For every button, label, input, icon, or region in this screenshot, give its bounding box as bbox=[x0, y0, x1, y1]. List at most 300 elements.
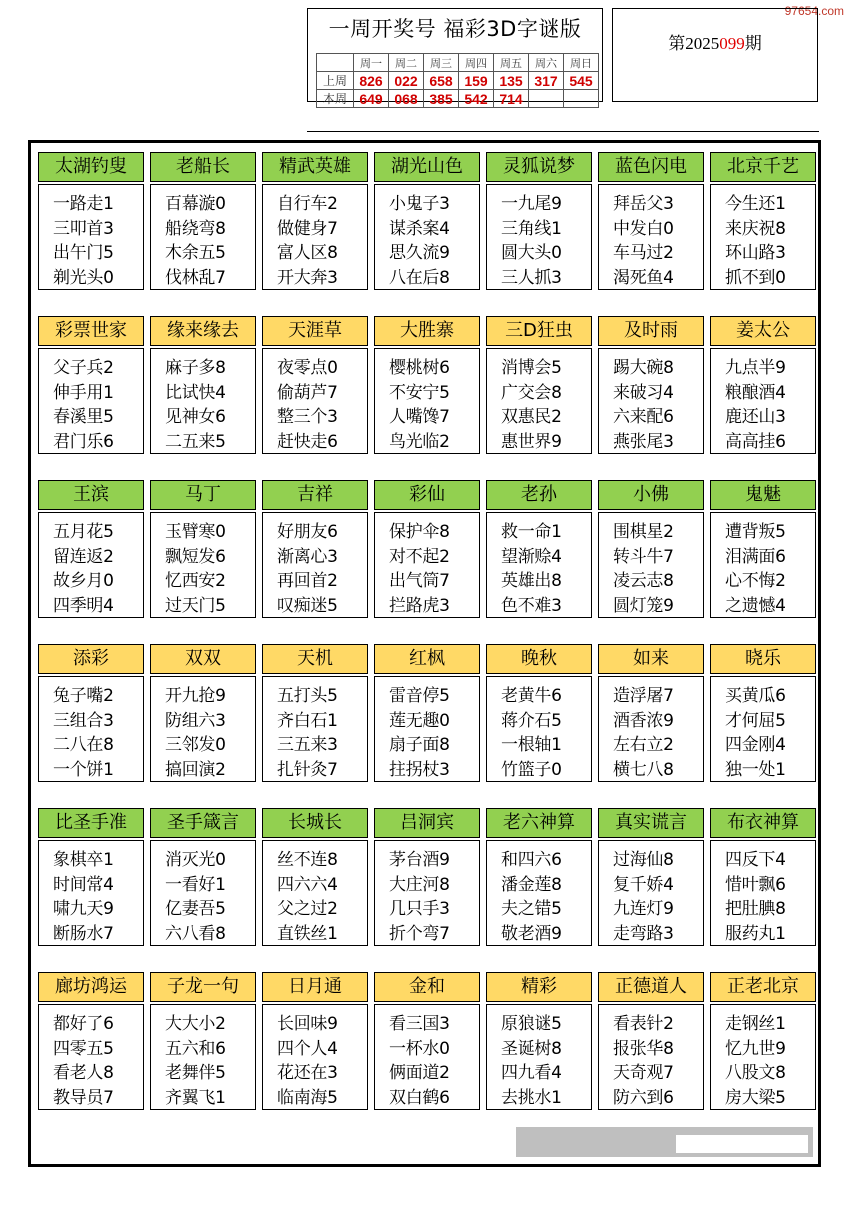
card-title: 吉祥 bbox=[262, 480, 368, 510]
card-body bbox=[262, 512, 368, 618]
riddle-line: 茅台酒9 bbox=[389, 850, 450, 870]
row-label: 上周 bbox=[317, 72, 354, 90]
card-title: 小佛 bbox=[598, 480, 704, 510]
riddle-line: 服药丸1 bbox=[725, 923, 786, 944]
riddle-line: 再回首2 bbox=[277, 571, 338, 591]
riddle-card bbox=[710, 316, 816, 454]
card-body bbox=[374, 512, 480, 618]
riddle-line: 中发白0 bbox=[613, 218, 674, 239]
riddle-line: 伸手用1 bbox=[53, 382, 114, 403]
card-title: 吕洞宾 bbox=[374, 808, 480, 838]
card-body bbox=[486, 512, 592, 618]
riddle-line: 一路走1 bbox=[53, 194, 114, 214]
riddle-line: 人嘴馋7 bbox=[389, 407, 450, 427]
riddle-card bbox=[38, 480, 144, 618]
table-row-last-week bbox=[317, 72, 599, 90]
card-title: 子龙一句 bbox=[150, 972, 256, 1002]
card-body bbox=[374, 840, 480, 946]
riddle-line: 思久流9 bbox=[389, 243, 450, 263]
riddle-line: 防组六3 bbox=[165, 710, 226, 731]
footer-blank bbox=[676, 1135, 808, 1153]
riddle-line: 四零五5 bbox=[53, 1038, 114, 1059]
riddle-line: 几只手3 bbox=[389, 899, 450, 919]
riddle-line: 走弯路3 bbox=[613, 923, 674, 944]
card-body bbox=[150, 676, 256, 782]
riddle-line: 来庆祝8 bbox=[725, 218, 786, 239]
riddle-line: 五打头5 bbox=[277, 686, 338, 706]
draw-number bbox=[529, 90, 564, 108]
riddle-card bbox=[374, 808, 480, 946]
draw-number: 658 bbox=[424, 72, 459, 90]
card-body bbox=[38, 348, 144, 454]
riddle-line: 开大奔3 bbox=[277, 267, 338, 288]
riddle-line: 三五来3 bbox=[277, 735, 338, 755]
riddle-line: 俩面道2 bbox=[389, 1063, 450, 1083]
card-title: 老六神算 bbox=[486, 808, 592, 838]
riddle-line: 惠世界9 bbox=[501, 431, 562, 452]
riddle-line: 圆大头0 bbox=[501, 243, 562, 263]
riddle-card bbox=[150, 644, 256, 782]
riddle-line: 比试快4 bbox=[165, 382, 226, 403]
card-title: 长城长 bbox=[262, 808, 368, 838]
riddle-line: 三邻发0 bbox=[165, 735, 226, 755]
riddle-line: 父子兵2 bbox=[53, 358, 114, 378]
riddle-line: 八在后8 bbox=[389, 267, 450, 288]
card-title: 廊坊鸿运 bbox=[38, 972, 144, 1002]
riddle-line: 竹篮子0 bbox=[501, 759, 562, 780]
card-title: 及时雨 bbox=[598, 316, 704, 346]
riddle-line: 大庄河8 bbox=[389, 874, 450, 895]
card-title: 湖光山色 bbox=[374, 152, 480, 182]
card-title: 大胜寨 bbox=[374, 316, 480, 346]
page-title: 一周开奖号 福彩3D字谜版 bbox=[328, 17, 582, 41]
riddle-line: 五六和6 bbox=[165, 1038, 226, 1059]
riddle-card bbox=[374, 480, 480, 618]
issue-prefix: 第2025 bbox=[668, 34, 720, 53]
riddle-line: 都好了6 bbox=[53, 1014, 114, 1034]
riddle-line: 见神女6 bbox=[165, 407, 226, 427]
riddle-line: 四反下4 bbox=[725, 850, 786, 870]
riddle-line: 防六到6 bbox=[613, 1087, 674, 1108]
riddle-line: 船绕弯8 bbox=[165, 218, 226, 239]
card-body bbox=[486, 184, 592, 290]
riddle-line: 敬老酒9 bbox=[501, 923, 562, 944]
card-body bbox=[710, 840, 816, 946]
card-title: 真实谎言 bbox=[598, 808, 704, 838]
riddle-line: 对不起2 bbox=[389, 546, 450, 567]
riddle-card bbox=[374, 152, 480, 290]
draw-number: 826 bbox=[354, 72, 389, 90]
riddle-card bbox=[150, 480, 256, 618]
card-title: 精彩 bbox=[486, 972, 592, 1002]
riddle-line: 飘短发6 bbox=[165, 546, 226, 567]
riddle-line: 之遗憾4 bbox=[725, 595, 786, 616]
card-body bbox=[38, 184, 144, 290]
card-body bbox=[374, 1004, 480, 1110]
riddle-line: 拄拐杖3 bbox=[389, 759, 450, 780]
riddle-line: 一杯水0 bbox=[389, 1038, 450, 1059]
card-body bbox=[598, 512, 704, 618]
card-body bbox=[598, 676, 704, 782]
riddle-line: 忆西安2 bbox=[165, 571, 226, 591]
riddle-line: 蒋介石5 bbox=[501, 710, 562, 731]
riddle-line: 来破习4 bbox=[613, 382, 674, 403]
riddle-line: 搞回演2 bbox=[165, 759, 226, 780]
riddle-line: 一看好1 bbox=[165, 874, 226, 895]
riddle-line: 扎针灸7 bbox=[277, 759, 338, 780]
riddle-card bbox=[262, 480, 368, 618]
riddle-line: 六来配6 bbox=[613, 407, 674, 427]
card-title: 彩票世家 bbox=[38, 316, 144, 346]
riddle-line: 伐林乱7 bbox=[165, 267, 226, 288]
riddle-line: 麻子多8 bbox=[165, 358, 226, 378]
riddle-line: 三组合3 bbox=[53, 710, 114, 731]
riddle-card bbox=[710, 480, 816, 618]
card-title: 蓝色闪电 bbox=[598, 152, 704, 182]
row-label: 本周 bbox=[317, 90, 354, 108]
site-watermark: 97654.com bbox=[784, 4, 844, 18]
riddle-line: 樱桃树6 bbox=[389, 358, 450, 378]
draw-number: 385 bbox=[424, 90, 459, 108]
riddle-line: 好朋友6 bbox=[277, 522, 338, 542]
riddle-line: 拦路虎3 bbox=[389, 595, 450, 616]
riddle-line: 三人抓3 bbox=[501, 267, 562, 288]
day-header: 周一 bbox=[354, 54, 389, 72]
riddle-card bbox=[262, 808, 368, 946]
card-title: 彩仙 bbox=[374, 480, 480, 510]
riddle-card bbox=[38, 152, 144, 290]
riddle-line: 齐翼飞1 bbox=[165, 1087, 226, 1108]
riddle-card bbox=[486, 316, 592, 454]
riddle-line: 色不难3 bbox=[501, 595, 562, 616]
day-header: 周二 bbox=[389, 54, 424, 72]
riddle-card bbox=[486, 644, 592, 782]
card-title: 红枫 bbox=[374, 644, 480, 674]
riddle-card bbox=[38, 808, 144, 946]
riddle-line: 四季明4 bbox=[53, 595, 114, 616]
riddle-line: 英雄出8 bbox=[501, 571, 562, 591]
issue-highlight: 099 bbox=[719, 34, 745, 53]
card-title: 鬼魅 bbox=[710, 480, 816, 510]
riddle-line: 过海仙8 bbox=[613, 850, 674, 870]
riddle-line: 亿妻吾5 bbox=[165, 899, 226, 919]
riddle-line: 天奇观7 bbox=[613, 1063, 674, 1083]
riddle-line: 丝不连8 bbox=[277, 850, 338, 870]
draw-number: 649 bbox=[354, 90, 389, 108]
riddle-line: 燕张尾3 bbox=[613, 431, 674, 452]
card-title: 马丁 bbox=[150, 480, 256, 510]
card-body bbox=[710, 512, 816, 618]
card-body bbox=[262, 676, 368, 782]
riddle-line: 兔子嘴2 bbox=[53, 686, 114, 706]
riddle-line: 圆灯笼9 bbox=[613, 595, 674, 616]
draw-number: 542 bbox=[459, 90, 494, 108]
card-body bbox=[262, 184, 368, 290]
riddle-line: 断肠水7 bbox=[53, 923, 114, 944]
riddle-line: 独一处1 bbox=[725, 759, 786, 780]
card-title: 晚秋 bbox=[486, 644, 592, 674]
riddle-line: 啸九天9 bbox=[53, 899, 114, 919]
riddle-line: 一个饼1 bbox=[53, 759, 114, 780]
riddle-line: 百幕漩0 bbox=[165, 194, 226, 214]
riddle-line: 齐白石1 bbox=[277, 710, 338, 731]
riddle-line: 救一命1 bbox=[501, 522, 562, 542]
riddle-line: 心不悔2 bbox=[725, 571, 786, 591]
riddle-line: 泪满面6 bbox=[725, 546, 786, 567]
riddle-card bbox=[710, 972, 816, 1110]
riddle-line: 小鬼子3 bbox=[389, 194, 450, 214]
draw-number: 159 bbox=[459, 72, 494, 90]
riddle-line: 围棋星2 bbox=[613, 522, 674, 542]
card-title: 老船长 bbox=[150, 152, 256, 182]
card-body bbox=[374, 676, 480, 782]
riddle-line: 原狼谜5 bbox=[501, 1014, 562, 1034]
riddle-line: 叹痴迷5 bbox=[277, 595, 338, 616]
card-title: 姜太公 bbox=[710, 316, 816, 346]
riddle-line: 买黄瓜6 bbox=[725, 686, 786, 706]
card-body bbox=[150, 840, 256, 946]
riddle-line: 高高挂6 bbox=[725, 431, 786, 452]
card-title: 王滨 bbox=[38, 480, 144, 510]
card-body bbox=[710, 184, 816, 290]
riddle-line: 二五来5 bbox=[165, 431, 226, 452]
riddle-line: 花还在3 bbox=[277, 1063, 338, 1083]
riddle-line: 老黄牛6 bbox=[501, 686, 562, 706]
riddle-card bbox=[598, 316, 704, 454]
riddle-line: 消灭光0 bbox=[165, 850, 226, 870]
draw-number: 545 bbox=[564, 72, 599, 90]
riddle-card bbox=[38, 972, 144, 1110]
riddle-line: 一九尾9 bbox=[501, 194, 562, 214]
draw-number: 068 bbox=[389, 90, 424, 108]
card-title: 老孙 bbox=[486, 480, 592, 510]
draw-number: 317 bbox=[529, 72, 564, 90]
riddle-line: 四九看4 bbox=[501, 1063, 562, 1083]
card-title: 三D狂虫 bbox=[486, 316, 592, 346]
riddle-line: 八股文8 bbox=[725, 1063, 786, 1083]
card-title: 天涯草 bbox=[262, 316, 368, 346]
card-body bbox=[150, 184, 256, 290]
riddle-card bbox=[710, 644, 816, 782]
card-body bbox=[38, 512, 144, 618]
card-body bbox=[38, 676, 144, 782]
draw-results-table bbox=[316, 53, 599, 108]
card-body bbox=[150, 1004, 256, 1110]
riddle-grid bbox=[28, 140, 821, 1167]
riddle-card bbox=[150, 808, 256, 946]
riddle-card bbox=[598, 152, 704, 290]
riddle-line: 惜叶飘6 bbox=[725, 874, 786, 895]
card-title: 缘来缘去 bbox=[150, 316, 256, 346]
riddle-line: 剃光头0 bbox=[53, 267, 114, 288]
card-body bbox=[262, 840, 368, 946]
riddle-line: 留连返2 bbox=[53, 546, 114, 567]
riddle-line: 六八看8 bbox=[165, 923, 226, 944]
riddle-line: 看表针2 bbox=[613, 1014, 674, 1034]
riddle-line: 整三个3 bbox=[277, 407, 338, 427]
draw-number: 714 bbox=[494, 90, 529, 108]
riddle-line: 开九抢9 bbox=[165, 686, 226, 706]
riddle-line: 和四六6 bbox=[501, 850, 562, 870]
riddle-line: 三叩首3 bbox=[53, 218, 114, 239]
riddle-line: 自行车2 bbox=[277, 194, 338, 214]
riddle-line: 去挑水1 bbox=[501, 1087, 562, 1108]
riddle-line: 潘金莲8 bbox=[501, 874, 562, 895]
issue-suffix: 期 bbox=[744, 34, 762, 53]
day-header: 周五 bbox=[494, 54, 529, 72]
card-title: 日月通 bbox=[262, 972, 368, 1002]
riddle-line: 左右立2 bbox=[613, 735, 674, 755]
riddle-line: 故乡月0 bbox=[53, 571, 114, 591]
card-title: 添彩 bbox=[38, 644, 144, 674]
card-title: 北京千艺 bbox=[710, 152, 816, 182]
riddle-card bbox=[374, 316, 480, 454]
riddle-line: 今生还1 bbox=[725, 194, 786, 214]
card-body bbox=[262, 348, 368, 454]
riddle-line: 出午门5 bbox=[53, 243, 114, 263]
card-body bbox=[262, 1004, 368, 1110]
card-title: 灵狐说梦 bbox=[486, 152, 592, 182]
riddle-line: 雷音停5 bbox=[389, 686, 450, 706]
riddle-card bbox=[374, 972, 480, 1110]
riddle-line: 消博会5 bbox=[501, 358, 562, 378]
card-body bbox=[374, 348, 480, 454]
table-row-this-week bbox=[317, 90, 599, 108]
riddle-line: 忆九世9 bbox=[725, 1038, 786, 1059]
riddle-card bbox=[262, 644, 368, 782]
draw-number: 022 bbox=[389, 72, 424, 90]
card-body bbox=[486, 348, 592, 454]
riddle-line: 房大梁5 bbox=[725, 1087, 786, 1108]
riddle-line: 时间常4 bbox=[53, 874, 114, 895]
issue-panel bbox=[612, 8, 818, 102]
riddle-line: 偷葫芦7 bbox=[277, 382, 338, 403]
riddle-line: 九点半9 bbox=[725, 358, 786, 378]
riddle-line: 二八在8 bbox=[53, 735, 114, 755]
card-body bbox=[374, 184, 480, 290]
card-title: 正老北京 bbox=[710, 972, 816, 1002]
riddle-line: 父之过2 bbox=[277, 899, 338, 919]
card-title: 晓乐 bbox=[710, 644, 816, 674]
riddle-card bbox=[486, 480, 592, 618]
riddle-line: 折个弯7 bbox=[389, 923, 450, 944]
riddle-line: 赶快走6 bbox=[277, 431, 338, 452]
riddle-line: 凌云志8 bbox=[613, 571, 674, 591]
riddle-line: 鸟光临2 bbox=[389, 431, 450, 452]
draw-number: 135 bbox=[494, 72, 529, 90]
riddle-line: 报张华8 bbox=[613, 1038, 674, 1059]
card-body bbox=[598, 348, 704, 454]
riddle-card bbox=[710, 152, 816, 290]
riddle-line: 望渐赊4 bbox=[501, 546, 562, 567]
riddle-line: 谋杀案4 bbox=[389, 218, 450, 239]
riddle-line: 双白鹤6 bbox=[389, 1087, 450, 1108]
riddle-line: 造浮屠7 bbox=[613, 686, 674, 706]
riddle-line: 春溪里5 bbox=[53, 407, 114, 427]
riddle-line: 五月花5 bbox=[53, 522, 114, 542]
riddle-card bbox=[262, 972, 368, 1110]
riddle-card bbox=[486, 152, 592, 290]
riddle-line: 遭背叛5 bbox=[725, 522, 786, 542]
riddle-line: 复千娇4 bbox=[613, 874, 674, 895]
card-body bbox=[486, 676, 592, 782]
riddle-line: 教导员7 bbox=[53, 1087, 114, 1108]
riddle-card bbox=[262, 152, 368, 290]
riddle-line: 横七八8 bbox=[613, 759, 674, 780]
riddle-line: 象棋卒1 bbox=[53, 850, 114, 870]
riddle-card bbox=[486, 808, 592, 946]
riddle-line: 一根轴1 bbox=[501, 735, 562, 755]
riddle-line: 环山路3 bbox=[725, 243, 786, 263]
card-title: 天机 bbox=[262, 644, 368, 674]
draw-results-panel bbox=[307, 8, 603, 107]
riddle-line: 车马过2 bbox=[613, 243, 674, 263]
riddle-line: 渴死鱼4 bbox=[613, 267, 674, 288]
riddle-line: 双惠民2 bbox=[501, 407, 562, 427]
riddle-line: 才何屈5 bbox=[725, 710, 786, 731]
riddle-line: 三角线1 bbox=[501, 218, 562, 239]
riddle-line: 玉臂寒0 bbox=[165, 522, 226, 542]
riddle-card bbox=[38, 316, 144, 454]
card-body bbox=[38, 1004, 144, 1110]
riddle-line: 踢大碗8 bbox=[613, 358, 674, 378]
riddle-line: 九连灯9 bbox=[613, 899, 674, 919]
divider bbox=[307, 131, 819, 132]
riddle-line: 君门乐6 bbox=[53, 431, 114, 452]
riddle-line: 广交会8 bbox=[501, 382, 562, 403]
riddle-line: 转斗牛7 bbox=[613, 546, 674, 567]
riddle-line: 四六六4 bbox=[277, 874, 338, 895]
riddle-line: 拜岳父3 bbox=[613, 194, 674, 214]
riddle-card bbox=[262, 316, 368, 454]
riddle-card bbox=[598, 972, 704, 1110]
footer-bar bbox=[516, 1127, 813, 1157]
riddle-line: 木余五5 bbox=[165, 243, 226, 263]
riddle-card bbox=[486, 972, 592, 1110]
riddle-line: 临南海5 bbox=[277, 1087, 338, 1108]
riddle-card bbox=[150, 316, 256, 454]
riddle-card bbox=[150, 152, 256, 290]
riddle-card bbox=[598, 808, 704, 946]
card-title: 正德道人 bbox=[598, 972, 704, 1002]
day-header: 周三 bbox=[424, 54, 459, 72]
riddle-line: 看老人8 bbox=[53, 1063, 114, 1083]
riddle-line: 酒香浓9 bbox=[613, 710, 674, 731]
day-header: 周四 bbox=[459, 54, 494, 72]
card-body bbox=[150, 348, 256, 454]
riddle-line: 夫之错5 bbox=[501, 899, 562, 919]
card-body bbox=[710, 348, 816, 454]
riddle-line: 圣诞树8 bbox=[501, 1038, 562, 1059]
card-title: 太湖钓叟 bbox=[38, 152, 144, 182]
riddle-line: 夜零点0 bbox=[277, 358, 338, 378]
card-body bbox=[150, 512, 256, 618]
issue-number bbox=[613, 29, 817, 54]
card-body bbox=[598, 840, 704, 946]
riddle-line: 扇子面8 bbox=[389, 735, 450, 755]
riddle-card bbox=[150, 972, 256, 1110]
riddle-line: 粮酿酒4 bbox=[725, 382, 786, 403]
corner-cell bbox=[317, 54, 354, 72]
riddle-line: 老舞伴5 bbox=[165, 1063, 226, 1083]
day-header: 周六 bbox=[529, 54, 564, 72]
card-title: 金和 bbox=[374, 972, 480, 1002]
day-header: 周日 bbox=[564, 54, 599, 72]
card-body bbox=[710, 1004, 816, 1110]
riddle-line: 四个人4 bbox=[277, 1038, 338, 1059]
riddle-line: 鹿还山3 bbox=[725, 407, 786, 427]
riddle-line: 富人区8 bbox=[277, 243, 338, 263]
